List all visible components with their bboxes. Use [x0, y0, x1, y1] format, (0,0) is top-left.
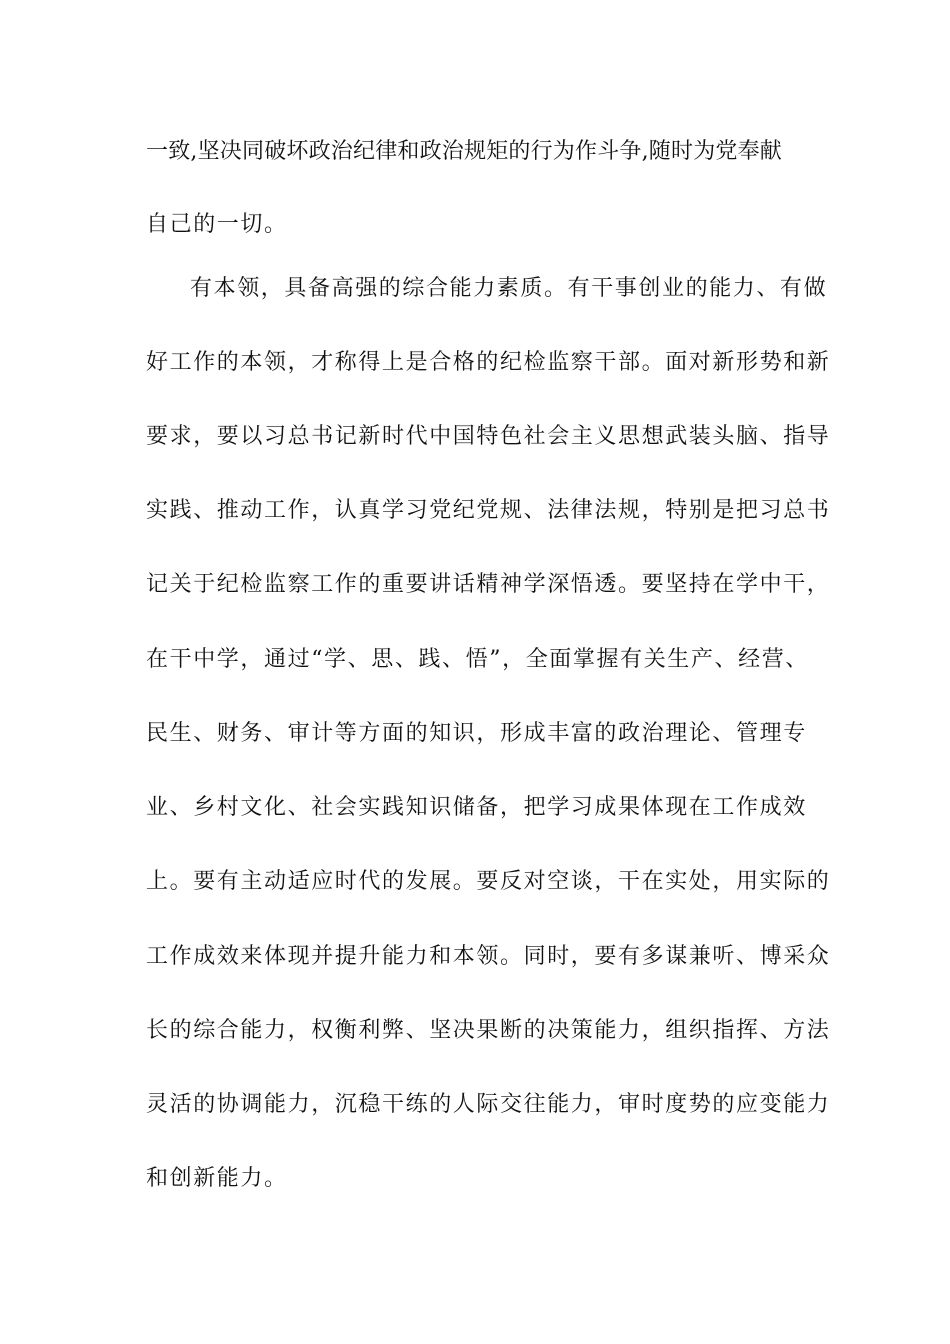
text-line: 工作成效来体现并提升能力和本领。同时，要有多谋兼听、博采众	[146, 944, 831, 969]
text-line: 记关于纪检监察工作的重要讲话精神学深悟透。要坚持在学中干，	[146, 572, 831, 597]
text-line: 和创新能力。	[146, 1166, 288, 1191]
text-line: 灵活的协调能力，沉稳干练的人际交往能力，审时度势的应变能力	[146, 1092, 831, 1117]
text-line: 好工作的本领，才称得上是合格的纪检监察干部。面对新形势和新	[146, 350, 831, 375]
text-line: 业、乡村文化、社会实践知识储备，把学习成果体现在工作成效	[146, 795, 807, 820]
text-line: 自己的一切。	[146, 212, 288, 237]
text-line: 实践、推动工作，认真学习党纪党规、法律法规，特别是把习总书	[146, 498, 831, 523]
text-line: 长的综合能力，权衡利弊、坚决果断的决策能力，组织指挥、方法	[146, 1018, 831, 1043]
text-line: 在干中学，通过“学、思、践、悟”，全面掌握有关生产、经营、	[146, 647, 809, 672]
text-line: 一致,坚决同破坏政治纪律和政治规矩的行为作斗争,随时为党奉献	[146, 139, 782, 164]
text-line: 上。要有主动适应时代的发展。要反对空谈，干在实处，用实际的	[146, 869, 831, 894]
paragraph-first-line: 有本领，具备高强的综合能力素质。有干事创业的能力、有做	[190, 276, 828, 301]
text-line: 民生、财务、审计等方面的知识，形成丰富的政治理论、管理专	[146, 721, 807, 746]
text-line: 要求，要以习总书记新时代中国特色社会主义思想武装头脑、指导	[146, 424, 831, 449]
